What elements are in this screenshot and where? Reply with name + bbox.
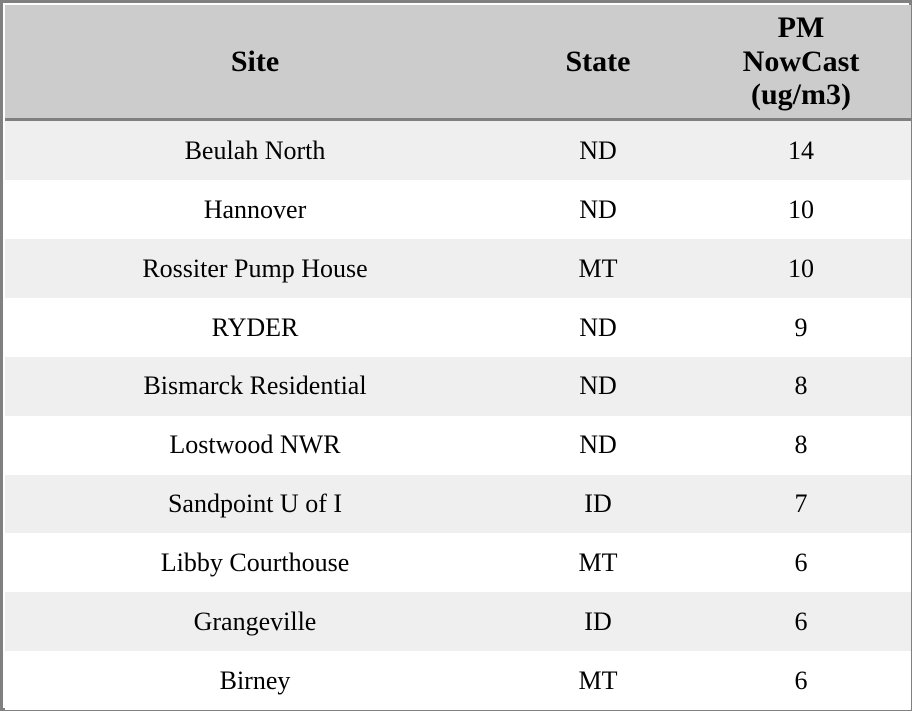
table-row — [5, 180, 911, 239]
cell-site: Beulah North — [5, 119, 505, 180]
table-row — [5, 298, 911, 357]
cell-state: MT — [505, 239, 691, 298]
column-header-site: Site — [5, 5, 505, 119]
column-header-pm-nowcast-line-3: (ug/m3) — [751, 78, 851, 112]
cell-state: MT — [505, 533, 691, 592]
pm-nowcast-table — [5, 5, 911, 710]
cell-state: ND — [505, 119, 691, 180]
table-header-row — [5, 5, 911, 119]
cell-value: 10 — [691, 239, 911, 298]
table-row — [5, 533, 911, 592]
cell-value: 6 — [691, 651, 911, 710]
cell-state: ID — [505, 592, 691, 651]
column-header-state: State — [505, 5, 691, 119]
cell-state: ID — [505, 475, 691, 534]
cell-value: 10 — [691, 180, 911, 239]
column-header-pm-nowcast — [691, 5, 911, 119]
table-row — [5, 592, 911, 651]
cell-state: MT — [505, 651, 691, 710]
table-row — [5, 119, 911, 180]
cell-value: 6 — [691, 592, 911, 651]
cell-site: Sandpoint U of I — [5, 475, 505, 534]
cell-site: RYDER — [5, 298, 505, 357]
table-row — [5, 475, 911, 534]
table-row — [5, 239, 911, 298]
cell-state: ND — [505, 357, 691, 416]
table-row — [5, 357, 911, 416]
cell-value: 8 — [691, 357, 911, 416]
cell-value: 14 — [691, 119, 911, 180]
column-header-pm-nowcast-line-2: NowCast — [742, 44, 860, 78]
cell-value: 6 — [691, 533, 911, 592]
column-header-pm-nowcast-line-1: PM — [777, 11, 825, 44]
table-body — [5, 119, 911, 710]
cell-site: Grangeville — [5, 592, 505, 651]
cell-site: Hannover — [5, 180, 505, 239]
cell-state: ND — [505, 298, 691, 357]
table-header — [5, 5, 911, 119]
cell-site: Bismarck Residential — [5, 357, 505, 416]
cell-value: 8 — [691, 416, 911, 475]
cell-site: Libby Courthouse — [5, 533, 505, 592]
cell-site: Rossiter Pump House — [5, 239, 505, 298]
cell-site: Lostwood NWR — [5, 416, 505, 475]
cell-state: ND — [505, 180, 691, 239]
cell-state: ND — [505, 416, 691, 475]
table-row — [5, 416, 911, 475]
cell-value: 9 — [691, 298, 911, 357]
table-row — [5, 651, 911, 710]
cell-value: 7 — [691, 475, 911, 534]
cell-site: Birney — [5, 651, 505, 710]
